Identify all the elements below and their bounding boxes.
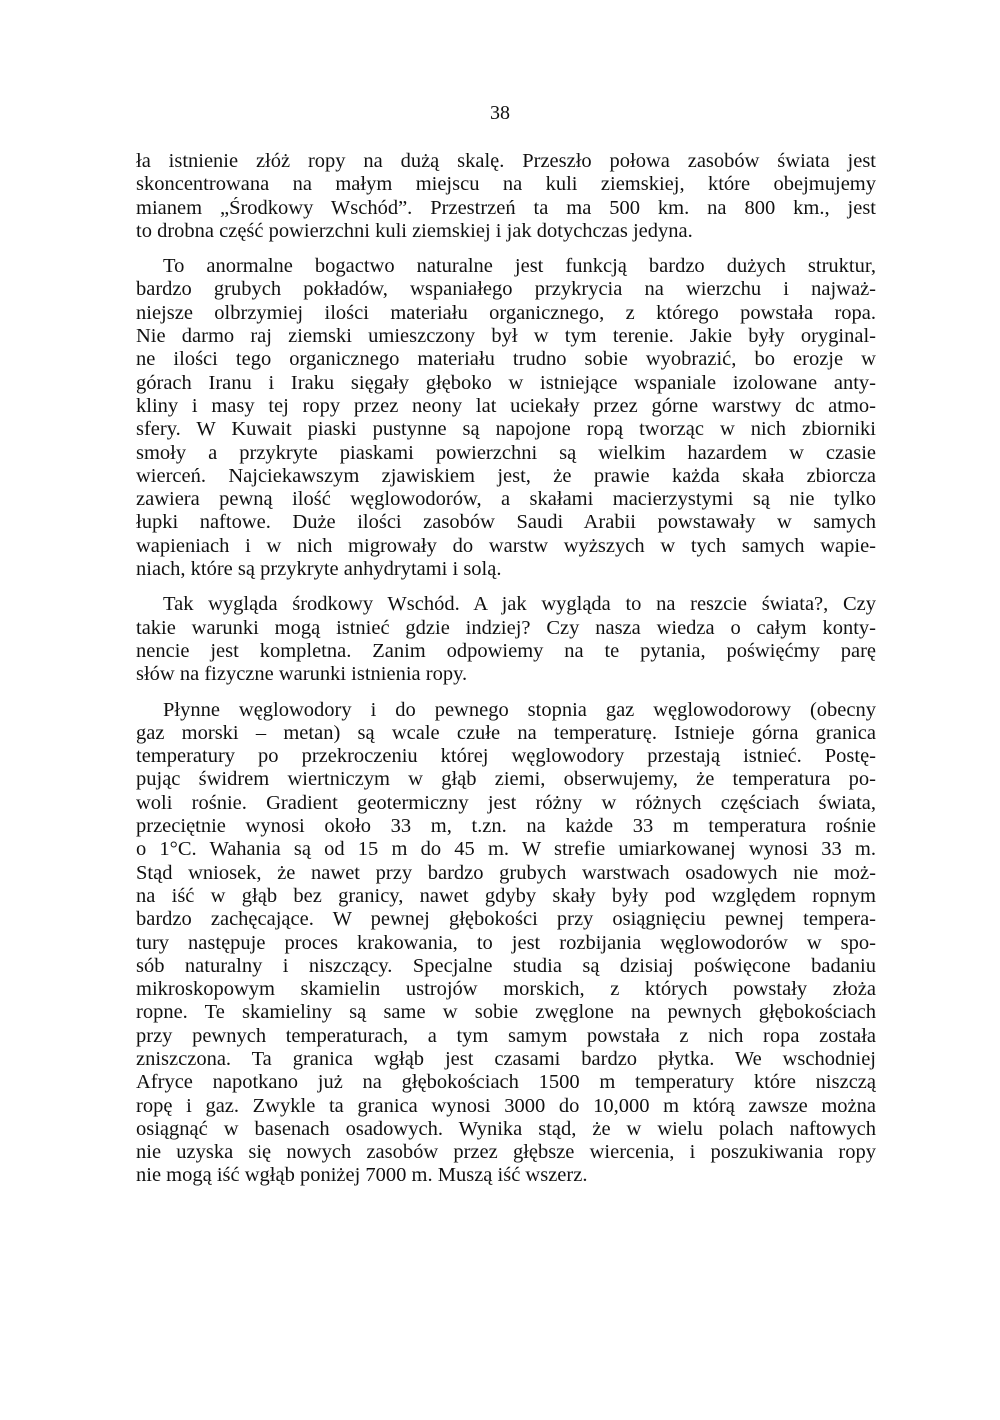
body-text — [136, 150, 876, 1200]
page-number: 38 — [490, 102, 510, 124]
text-line: niach, które są przykryte anhydrytami i solą. — [136, 558, 502, 581]
text-line: bardzo grubych pokładów, wspaniałego przykrycia na wierzchu i najważ- — [136, 278, 876, 301]
text-line: przy pewnych temperaturach, a tym samym powstała z nich ropa została — [136, 1024, 876, 1047]
text-line: Tak wygląda środkowy Wschód. A jak wygląda to na reszcie świata?, Czy — [163, 593, 876, 616]
text-line: wierceń. Najciekawszym zjawiskiem jest, że prawie każda skała zbiorcza — [136, 464, 876, 487]
text-line: Stąd wniosek, że nawet przy bardzo grubych warstwach osadowych nie moż- — [136, 861, 876, 884]
text-line: pując świdrem wiertniczym w głąb ziemi, obserwujemy, że temperatura po- — [136, 768, 876, 791]
text-line: niejsze olbrzymiej ilości materiału organicznego, z którego powstała ropa. — [136, 301, 876, 324]
text-line: To anormalne bogactwo naturalne jest funkcją bardzo dużych struktur, — [163, 255, 876, 278]
text-line: ropne. Te skamieliny są same w sobie zwęglone na pewnych głębokościach — [136, 1001, 876, 1024]
text-line: nencie jest kompletna. Zanim odpowiemy na te pytania, poświęćmy parę — [136, 639, 876, 662]
text-line: smoły a przykryte piaskami powierzchni są wielkim hazardem w czasie — [136, 441, 876, 464]
text-line: zawiera pewną ilość węglowodorów, a skałami macierzystymi są nie tylko — [136, 488, 876, 511]
text-line: wapieniach i w nich migrowały do warstw wyższych w tych samych wapie- — [136, 534, 876, 557]
text-line: osiągnąć w basenach osadowych. Wynika stąd, że w wielu polach naftowych — [136, 1117, 876, 1140]
text-line: łupki naftowe. Duże ilości zasobów Saudi Arabii powstawały w samych — [136, 511, 876, 534]
text-line: bardzo zachęcające. W pewnej głębokości przy osiągnięciu pewnej tempera- — [136, 908, 876, 931]
text-line: nie mogą iść wgłąb poniżej 7000 m. Muszą iść wszerz. — [136, 1164, 588, 1187]
text-line: zniszczona. Ta granica wgłąb jest czasami bardzo płytka. We wschodniej — [136, 1047, 876, 1070]
text-line: słów na fizyczne warunki istnienia ropy. — [136, 663, 468, 686]
text-line: gaz morski – metan) są wcale czułe na temperaturę. Istnieje górna granica — [136, 721, 876, 744]
text-line: skoncentrowana na małym miejscu na kuli ziemskiej, które obejmujemy — [136, 173, 876, 196]
text-line: sfery. W Kuwait piaski pustynne są napojone ropą tworząc w nich zbiorniki — [136, 418, 876, 441]
text-line: o 1°C. Wahania są od 15 m do 45 m. W strefie umiarkowanej wynosi 33 m. — [136, 838, 876, 861]
paragraph — [136, 150, 876, 243]
paragraph — [136, 255, 876, 581]
text-line: takie warunki mogą istnieć gdzie indziej? Czy nasza wiedza o całym konty- — [136, 616, 876, 639]
text-line: nie uzyska się nowych zasobów przez głębsze wiercenia, i poszukiwania ropy — [136, 1141, 876, 1164]
text-line: Płynne węglowodory i do pewnego stopnia gaz węglowodorowy (obecny — [163, 698, 876, 721]
text-line: mikroskopowym skamielin ustrojów morskich, z których powstały złoża — [136, 978, 876, 1001]
text-line: ła istnienie złóż ropy na dużą skalę. Przeszło połowa zasobów świata jest — [136, 150, 876, 172]
text-line: ne ilości tego organicznego materiału trudno sobie wyobrazić, bo erozje w — [136, 348, 876, 371]
text-line: przeciętnie wynosi około 33 m, t.zn. na każde 33 m temperatura rośnie — [136, 815, 876, 838]
text-line: Nie darmo raj ziemski umieszczony był w tym terenie. Jakie były oryginal- — [136, 325, 876, 348]
text-line: sób naturalny i niszczący. Specjalne studia są dzisiaj poświęcone badaniu — [136, 954, 876, 977]
text-line: górach Iranu i Iraku sięgały głęboko w istniejące wspaniale izolowane anty- — [136, 371, 876, 394]
text-line: woli rośnie. Gradient geotermiczny jest różny w różnych częściach świata, — [136, 791, 876, 814]
text-line: kliny i masy tej ropy przez neony lat uciekały przez górne warstwy dc atmo- — [136, 394, 876, 417]
text-line: mianem „Środkowy Wschód”. Przestrzeń ta ma 500 km. na 800 km., jest — [136, 196, 876, 219]
text-line: na iść w głąb bez granicy, nawet gdyby skały były pod względem ropnym — [136, 884, 876, 907]
text-line: to drobna część powierzchni kuli ziemskiej i jak dotychczas jedyna. — [136, 219, 693, 242]
text-line: tury następuje proces krakowania, to jest rozbijania węglowodorów w spo- — [136, 931, 876, 954]
text-line: Afryce napotkano już na głębokościach 1500 m temperatury które niszczą — [136, 1071, 876, 1094]
paragraph — [136, 699, 876, 1188]
text-line: ropę i gaz. Zwykle ta granica wynosi 3000 do 10,000 m którą zawsze można — [136, 1094, 876, 1117]
paragraph — [136, 593, 876, 686]
text-line: temperatury po przekroczeniu której węglowodory przestają istnieć. Postę- — [136, 745, 876, 768]
